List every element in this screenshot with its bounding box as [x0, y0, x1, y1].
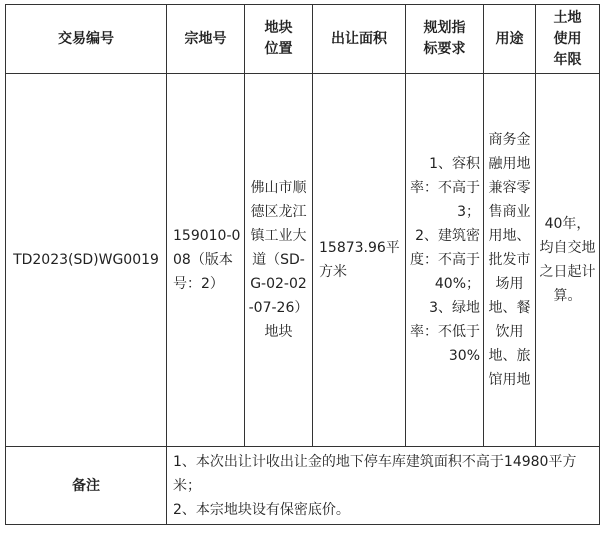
cell-area: 15873.96平方米 [313, 74, 406, 447]
cell-trade-no: TD2023(SD)WG0019 [6, 74, 167, 447]
header-trade-no: 交易编号 [6, 5, 167, 74]
cell-parcel-no: 159010-008（版本号：2） [167, 74, 245, 447]
header-use: 用途 [484, 5, 536, 74]
header-term: 土地 使用 年限 [536, 5, 600, 74]
cell-location: 佛山市顺德区龙江镇工业大道（SD-G-02-02-07-26）地块 [245, 74, 313, 447]
header-parcel-no: 宗地号 [167, 5, 245, 74]
cell-use: 商务金融用地兼容零售商业用地、批发市场用地、餐饮用地、旅馆用地 [484, 74, 536, 447]
table-row [6, 74, 600, 447]
note-row [6, 447, 600, 525]
header-planning: 规划指 标要求 [406, 5, 484, 74]
header-area: 出让面积 [313, 5, 406, 74]
header-location: 地块 位置 [245, 5, 313, 74]
note-text: 1、本次出让计收出让金的地下停车库建筑面积不高于14980平方米； 2、本宗地块设有保密底价。 [167, 447, 600, 525]
cell-term: 40年，均自交地之日起计算。 [536, 74, 600, 447]
land-transaction-table [5, 4, 600, 525]
cell-planning: 1、容积率：不高于3； 2、建筑密度：不高于40%； 3、绿地率：不低于30% [406, 74, 484, 447]
note-label: 备注 [6, 447, 167, 525]
header-row [6, 5, 600, 74]
